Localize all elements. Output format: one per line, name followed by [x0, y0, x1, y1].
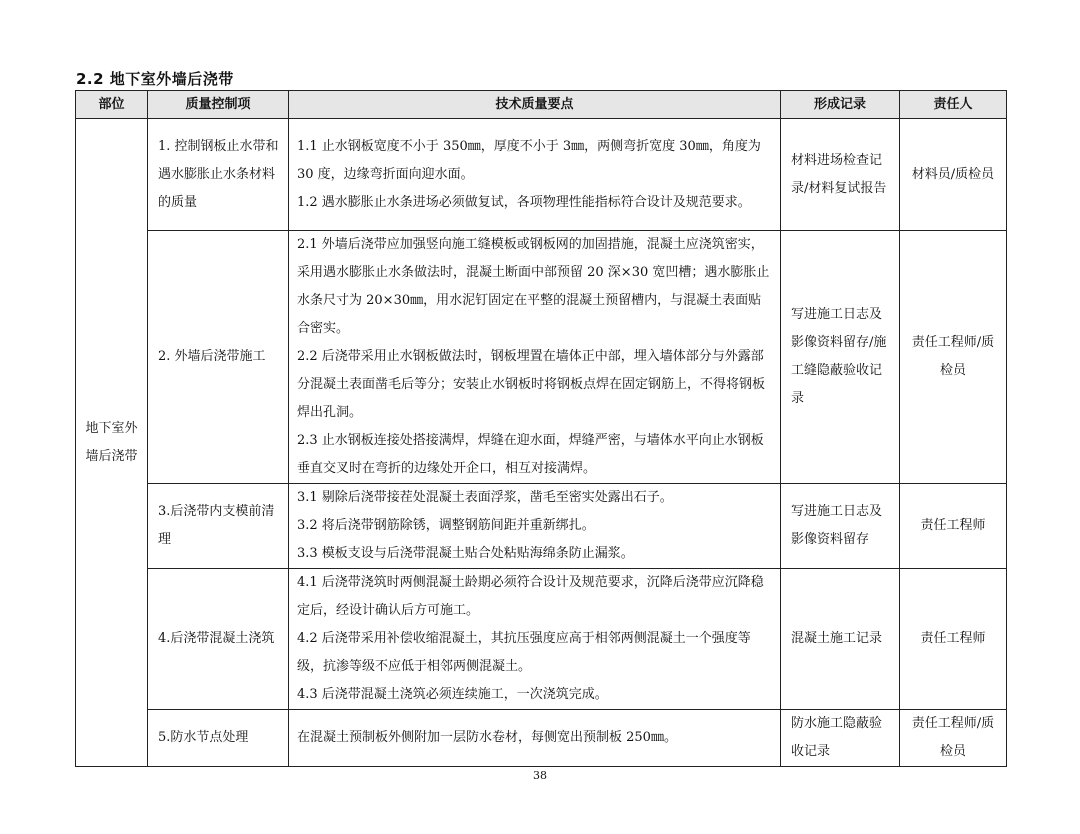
technical-points	[289, 119, 781, 231]
point-text: 2.2 后浇带采用止水钢板做法时，钢板埋置在墙体正中部，埋入墙体部分与外露部分混凝土表面凿毛后等分；安装止水钢板时将钢板点焊在固定钢筋上，不得将钢板焊出孔洞。	[297, 349, 766, 420]
point-text: 4.2 后浇带采用补偿收缩混凝土，其抗压强度应高于相邻两侧混凝土一个强度等级，抗渗等级不应低于相邻两侧混凝土。	[297, 631, 751, 674]
control-item: 2. 外墙后浇带施工	[148, 231, 289, 484]
point-text: 3.1 剔除后浇带接茬处混凝土表面浮浆，凿毛至密实处露出石子。	[297, 490, 673, 505]
point-text: 在混凝土预制板外侧附加一层防水卷材，每侧宽出预制板 250㎜。	[297, 730, 677, 745]
header-responsible: 责任人	[900, 91, 1007, 119]
record-cell: 材料进场检查记录/材料复试报告	[781, 119, 900, 231]
point-text: 4.1 后浇带浇筑时两侧混凝土龄期必须符合设计及规范要求，沉降后浇带应沉降稳定后，经设计确认后方可施工。	[297, 575, 764, 618]
page-number: 38	[533, 769, 547, 782]
record-cell: 混凝土施工记录	[781, 569, 900, 710]
header-technical-points: 技术质量要点	[289, 91, 781, 119]
table-row	[76, 710, 1007, 767]
point-text: 2.3 止水钢板连接处搭接满焊，焊缝在迎水面，焊缝严密，与墙体水平向止水钢板垂直交叉时在弯折的边缘处开企口，相互对接满焊。	[297, 433, 764, 476]
point-text: 3.3 模板支设与后浇带混凝土贴合处粘贴海绵条防止漏浆。	[297, 546, 634, 561]
table-row	[76, 231, 1007, 484]
responsible-cell: 责任工程师	[900, 484, 1007, 569]
control-item: 5.防水节点处理	[148, 710, 289, 767]
record-cell: 写进施工日志及影像资料留存/施工缝隐蔽验收记录	[781, 231, 900, 484]
section-title: 2.2 地下室外墙后浇带	[76, 70, 234, 88]
point-text: 4.3 后浇带混凝土浇筑必须连续施工，一次浇筑完成。	[297, 687, 608, 702]
header-location: 部位	[76, 91, 148, 119]
responsible-cell: 责任工程师/质检员	[900, 710, 1007, 767]
point-text: 2.1 外墙后浇带应加强竖向施工缝模板或钢板网的加固措施，混凝土应浇筑密实，采用遇水膨胀止水条做法时，混凝土断面中部预留 20 深×30 宽凹槽；遇水膨胀止水条尺寸为 20×30㎜，用水泥钉固定在平整的混凝土预留槽内，与混凝土表面贴合密实。	[297, 237, 770, 336]
responsible-cell: 责任工程师	[900, 569, 1007, 710]
control-item: 4.后浇带混凝土浇筑	[148, 569, 289, 710]
technical-points	[289, 484, 781, 569]
table-header-row	[76, 91, 1007, 119]
control-item: 1. 控制钢板止水带和遇水膨胀止水条材料的质量	[148, 119, 289, 231]
quality-control-table	[75, 90, 1007, 767]
responsible-cell: 材料员/质检员	[900, 119, 1007, 231]
technical-points	[289, 710, 781, 767]
table-row	[76, 484, 1007, 569]
point-text: 1.1 止水钢板宽度不小于 350㎜，厚度不小于 3㎜，两侧弯折宽度 30㎜，角度为 30 度，边缘弯折面向迎水面。	[297, 138, 761, 182]
record-cell: 写进施工日志及影像资料留存	[781, 484, 900, 569]
location-cell: 地下室外墙后浇带	[76, 119, 148, 767]
point-text: 3.2 将后浇带钢筋除锈，调整钢筋间距并重新绑扎。	[297, 518, 595, 533]
record-cell: 防水施工隐蔽验收记录	[781, 710, 900, 767]
responsible-cell: 责任工程师/质检员	[900, 231, 1007, 484]
header-record: 形成记录	[781, 91, 900, 119]
table-row	[76, 569, 1007, 710]
table-row	[76, 119, 1007, 231]
control-item: 3.后浇带内支模前清理	[148, 484, 289, 569]
header-control-item: 质量控制项	[148, 91, 289, 119]
technical-points	[289, 569, 781, 710]
technical-points	[289, 231, 781, 484]
point-text: 1.2 遇水膨胀止水条进场必须做复试，各项物理性能指标符合设计及规范要求。	[297, 194, 751, 210]
